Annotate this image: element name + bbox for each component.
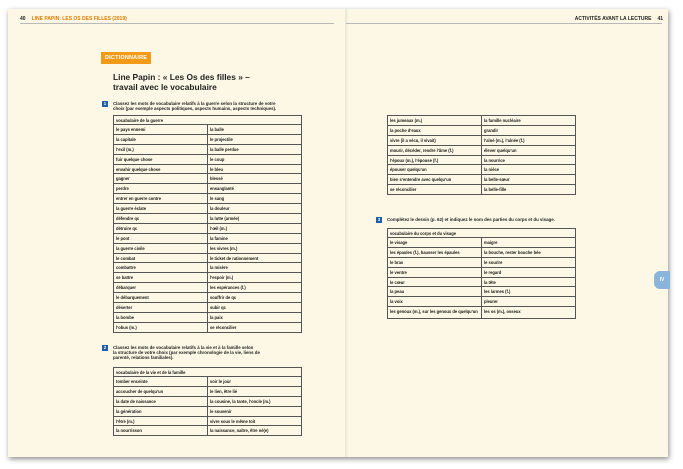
table-cell-right: la balle perdue xyxy=(208,144,302,154)
task-3 xyxy=(377,217,555,222)
table-cell-right: pleurer xyxy=(482,297,576,307)
table-cell-right: vivre sous le même toit xyxy=(208,416,302,426)
left-page-number: 40 xyxy=(20,16,26,22)
task-3-line-1: Complétez le dessin (p. 62) et indiquez le nom des parties du corps et du visage. xyxy=(387,217,555,222)
left-header-rule xyxy=(20,23,334,24)
table-cell-right: le souvenir xyxy=(208,406,302,416)
body-table-body xyxy=(388,238,576,319)
table-cell-left: la génération xyxy=(114,406,208,416)
table-cell-left: détruire qc xyxy=(114,223,208,233)
spine-shadow xyxy=(345,9,349,457)
table-row xyxy=(114,243,302,253)
table-cell-right: l’espoir (m.) xyxy=(208,273,302,283)
table-cell-right: la nourrice xyxy=(482,155,576,165)
title-line-1: Line Papin : « Les Os des filles » – xyxy=(113,72,250,82)
table-cell-right: l’œil (m.) xyxy=(208,223,302,233)
table-cell-left: fuir quelque chose xyxy=(114,154,208,164)
title-line-2: travail avec le vocabulaire xyxy=(113,82,217,92)
table-cell-left: le pays ennemi xyxy=(114,125,208,135)
section-tab-marker: IV xyxy=(654,271,670,289)
table-cell-left: la guerre civile xyxy=(114,243,208,253)
table-cell-right: maigre xyxy=(482,238,576,248)
task-2 xyxy=(103,345,260,361)
table-cell-left: épouser quelqu’un xyxy=(388,165,482,175)
table-row xyxy=(388,238,576,248)
table-cell-left: défendre qc xyxy=(114,214,208,224)
table-row xyxy=(388,145,576,155)
table-cell-right: se réconcilier xyxy=(208,322,302,332)
table-row xyxy=(388,185,576,195)
table-cell-right: le coup xyxy=(208,154,302,164)
table-cell-left: le visage xyxy=(388,238,482,248)
table-cell-left: la capitale xyxy=(114,134,208,144)
table-row xyxy=(388,135,576,145)
table-cell-right: la cousine, la tante, l’oncle (m.) xyxy=(208,396,302,406)
table-cell-left: envahir quelque chose xyxy=(114,164,208,174)
table-cell-right: la balle xyxy=(208,125,302,135)
table-cell-left: mourir, décéder, rendre l’âme (f.) xyxy=(388,145,482,155)
table-row xyxy=(114,204,302,214)
table-row xyxy=(114,303,302,313)
body-table-header: vocabulaire du corps et du visage xyxy=(388,229,576,238)
table-cell-left: les genoux (m.), sur les genoux de quelqu’un xyxy=(388,307,482,319)
table-cell-right: élever quelqu’un xyxy=(482,145,576,155)
table-cell-left: accoucher de quelqu’un xyxy=(114,386,208,396)
table-cell-left: les jumeaux (m.) xyxy=(388,116,482,126)
table-cell-left: le bras xyxy=(388,257,482,267)
task-2-line-1: Classez les mots de vocabulaire relatifs à la vie et à la famille selon xyxy=(113,345,254,350)
table-cell-left: entrer en guerre contre xyxy=(114,194,208,204)
table-cell-right: la belle-sœur xyxy=(482,175,576,185)
life-table-header: vocabulaire de la vie et de la famille xyxy=(114,368,302,377)
table-row xyxy=(114,293,302,303)
table-row xyxy=(114,416,302,426)
table-cell-left: déserter xyxy=(114,303,208,313)
table-cell-left: le pont xyxy=(114,233,208,243)
table-cell-left: les épaules (f.), hausser les épaules xyxy=(388,247,482,257)
table-row xyxy=(114,164,302,174)
table-cell-left: la peau xyxy=(388,287,482,297)
task-3-number: 3 xyxy=(377,217,381,222)
left-section-title: LINE PAPIN: LES OS DES FILLES (2019) xyxy=(31,16,127,22)
table-cell-left: le ventre xyxy=(388,267,482,277)
table-cell-left: la guerre éclate xyxy=(114,204,208,214)
task-1-number: 1 xyxy=(103,101,107,106)
table-row xyxy=(114,134,302,144)
table-cell-right: le lien, être lié xyxy=(208,386,302,396)
table-row xyxy=(114,214,302,224)
dictionary-badge: DICTIONNAIRE xyxy=(101,52,151,64)
right-section-title: ACTIVITÉS AVANT LA LECTURE xyxy=(574,16,652,22)
table-header-row xyxy=(114,368,302,377)
table-cell-left: l’époux (m.), l’épouse (f.) xyxy=(388,155,482,165)
table-row xyxy=(388,175,576,185)
table-row xyxy=(114,426,302,436)
task-1-line-1: Classez les mots de vocabulaire relatifs à la guerre selon la structure de votre xyxy=(113,101,276,106)
table-row xyxy=(114,273,302,283)
table-row xyxy=(114,184,302,194)
task-2-number: 2 xyxy=(103,345,107,350)
task-1 xyxy=(103,101,277,112)
table-row xyxy=(388,297,576,307)
table-row xyxy=(114,154,302,164)
table-cell-left: l’être (m.) xyxy=(114,416,208,426)
table-cell-right: grandir xyxy=(482,125,576,135)
table-row xyxy=(114,233,302,243)
table-row xyxy=(388,257,576,267)
table-row xyxy=(388,165,576,175)
table-row xyxy=(114,125,302,135)
war-vocabulary-table xyxy=(113,115,302,333)
table-cell-left: l’obus (m.) xyxy=(114,322,208,332)
table-cell-left: se réconcilier xyxy=(388,185,482,195)
table-cell-right: la misère xyxy=(208,263,302,273)
table-cell-left: la voix xyxy=(388,297,482,307)
table-row xyxy=(114,174,302,184)
table-cell-right: la tête xyxy=(482,277,576,287)
table-row xyxy=(388,125,576,135)
table-row xyxy=(114,322,302,332)
table-cell-right: le projectile xyxy=(208,134,302,144)
table-row xyxy=(388,247,576,257)
life-continued-table-body xyxy=(388,116,576,195)
table-cell-left: se battre xyxy=(114,273,208,283)
table-cell-left: débarquer xyxy=(114,283,208,293)
table-row xyxy=(388,277,576,287)
table-cell-right: les espérances (f.) xyxy=(208,283,302,293)
table-cell-right: les vivres (m.) xyxy=(208,243,302,253)
table-row xyxy=(114,377,302,387)
table-cell-right: le bleu xyxy=(208,164,302,174)
table-row xyxy=(114,194,302,204)
table-cell-right: le ticket de rationnement xyxy=(208,253,302,263)
table-row xyxy=(388,116,576,126)
life-table-body xyxy=(114,377,302,436)
table-cell-left: bien s’entendre avec quelqu’un xyxy=(388,175,482,185)
table-header-row xyxy=(388,229,576,238)
right-page-header xyxy=(575,16,663,22)
table-cell-right: la paix xyxy=(208,312,302,322)
table-cell-left: perdre xyxy=(114,184,208,194)
table-row xyxy=(114,144,302,154)
table-cell-right: la naissance, naître, être né(e) xyxy=(208,426,302,436)
table-cell-right: la famine xyxy=(208,233,302,243)
table-cell-right: l’aîné (m.), l’aînée (f.) xyxy=(482,135,576,145)
table-row xyxy=(388,155,576,165)
table-cell-right: voir le jour xyxy=(208,377,302,387)
task-2-line-3: parenté, relations familiales). xyxy=(113,355,174,361)
war-table-body xyxy=(114,125,302,333)
table-row xyxy=(388,307,576,319)
table-cell-left: le cœur xyxy=(388,277,482,287)
task-1-line-2: choix (par exemple aspects politiques, aspects humains, aspects techniques). xyxy=(113,106,277,112)
table-cell-left: la bombe xyxy=(114,312,208,322)
table-row xyxy=(388,287,576,297)
table-row xyxy=(114,263,302,273)
table-cell-right: la belle-fille xyxy=(482,185,576,195)
table-cell-left: la poche d’eaux xyxy=(388,125,482,135)
table-cell-right: le sang xyxy=(208,194,302,204)
table-cell-right: souffrir de qc xyxy=(208,293,302,303)
page-title xyxy=(113,72,250,92)
table-cell-right: les os (m.), osseux xyxy=(482,307,576,319)
table-row xyxy=(114,396,302,406)
table-row xyxy=(114,386,302,396)
table-cell-right: la lutte (armée) xyxy=(208,214,302,224)
right-header-rule xyxy=(346,23,662,24)
table-cell-right: blessé xyxy=(208,174,302,184)
table-header-row xyxy=(114,116,302,125)
table-cell-left: gagner xyxy=(114,174,208,184)
table-cell-right: la nièce xyxy=(482,165,576,175)
table-row xyxy=(388,267,576,277)
left-page-header xyxy=(20,16,127,22)
table-cell-right: le regard xyxy=(482,267,576,277)
table-cell-left: tomber enceinte xyxy=(114,377,208,387)
table-cell-left: l’exil (m.) xyxy=(114,144,208,154)
table-cell-right: les larmes (f.) xyxy=(482,287,576,297)
table-row xyxy=(114,283,302,293)
table-cell-right: ensanglanté xyxy=(208,184,302,194)
table-cell-right: subir qc xyxy=(208,303,302,313)
life-vocabulary-table-continued xyxy=(387,115,576,195)
table-cell-left: combattre xyxy=(114,263,208,273)
life-vocabulary-table xyxy=(113,367,302,436)
table-row xyxy=(114,223,302,233)
table-cell-right: le sourire xyxy=(482,257,576,267)
right-page-number: 41 xyxy=(657,16,663,22)
table-row xyxy=(114,253,302,263)
table-cell-left: le combat xyxy=(114,253,208,263)
table-cell-right: la famille nucléaire xyxy=(482,116,576,126)
table-cell-right: la bouche, rester bouche bée xyxy=(482,247,576,257)
table-cell-left: la nourrisson xyxy=(114,426,208,436)
table-row xyxy=(114,406,302,416)
table-row xyxy=(114,312,302,322)
war-table-header: vocabulaire de la guerre xyxy=(114,116,302,125)
table-cell-left: le débarquement xyxy=(114,293,208,303)
table-cell-left: vivre (il a vécu, il vivait) xyxy=(388,135,482,145)
table-cell-right: la douleur xyxy=(208,204,302,214)
table-cell-left: la date de naissance xyxy=(114,396,208,406)
task-2-line-2: la structure de votre choix (par exemple chronologie de la vie, liens de xyxy=(113,350,260,356)
body-vocabulary-table xyxy=(387,228,576,319)
